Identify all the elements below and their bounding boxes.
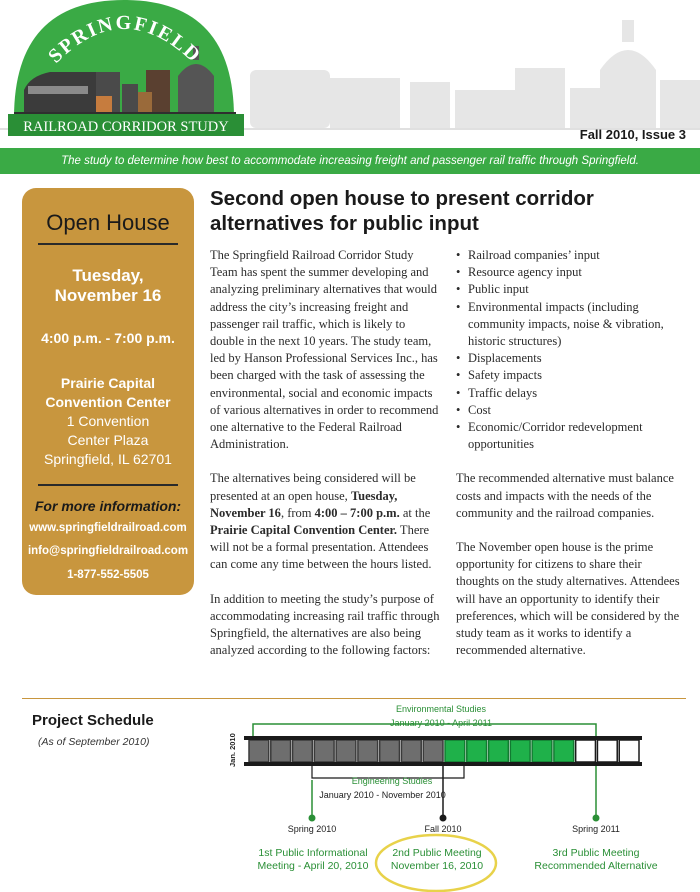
schedule-month-tie bbox=[336, 740, 356, 762]
article-headline: Second open house to present corridor alternatives for public input bbox=[210, 187, 594, 235]
tagline-text: The study to determine how best to accommodate increasing freight and passenger rail traffic through Springfield. bbox=[61, 155, 639, 167]
paragraph: The alternatives being considered will be presented at an open house, Tuesday, November 16, from 4:00 – 7:00 p.m. at the Prairie Capital Convention Center. There will not be a formal presentation. Attendees can come any time between the hours listed. bbox=[210, 471, 432, 572]
list-item: • Displacements bbox=[456, 350, 684, 367]
phone-number: 1-877-552-5505 bbox=[67, 569, 149, 581]
milestone-label: 1st Public Informational Meeting - April 20, 2010 bbox=[257, 847, 369, 872]
open-house-sidebar bbox=[22, 188, 194, 595]
logo-subtitle: RAILROAD CORRIDOR STUDY bbox=[23, 119, 229, 135]
sidebar-divider bbox=[38, 484, 178, 486]
milestone-season: Spring 2011 bbox=[572, 824, 620, 834]
schedule-month-tie bbox=[249, 740, 269, 762]
list-item: • Economic/Corridor redevelopment opportunities bbox=[456, 419, 684, 453]
schedule-title: Project Schedule bbox=[32, 712, 154, 729]
schedule-month-tie bbox=[380, 740, 400, 762]
schedule-month-tie bbox=[271, 740, 291, 762]
schedule-month-tie bbox=[554, 740, 574, 762]
list-item: • Resource agency input bbox=[456, 264, 684, 281]
schedule-month-tie bbox=[401, 740, 421, 762]
milestone-label: 3rd Public Meeting Recommended Alternative bbox=[534, 847, 658, 872]
factors-list bbox=[456, 247, 684, 453]
masthead-illustration bbox=[0, 0, 700, 148]
schedule-month-tie bbox=[510, 740, 530, 762]
schedule-month-tie bbox=[445, 740, 465, 762]
env-studies-range: January 2010 - April 2011 bbox=[390, 718, 492, 728]
faded-skyline-graphic bbox=[250, 20, 700, 128]
schedule-month-tie bbox=[489, 740, 509, 762]
article-column-right bbox=[456, 247, 684, 676]
milestone-label: 2nd Public Meeting November 16, 2010 bbox=[390, 847, 484, 872]
list-item: • Cost bbox=[456, 402, 684, 419]
schedule-month-tie bbox=[358, 740, 378, 762]
schedule-month-tie bbox=[597, 740, 617, 762]
masthead bbox=[0, 0, 700, 148]
milestone-season: Spring 2010 bbox=[287, 824, 337, 834]
paragraph: The Springfield Railroad Corridor Study Team has spent the summer developing and analyzing preliminary alternatives that would address the city’s increasing freight and passenger rail traffic, which is likely to double in the next 10 years. The study team, led by Hanson Professional Services Inc., has been charged with the task of assessing the environmental, social and economic impacts of various alternatives in order to recommend one alternative to the Federal Railroad Administration. bbox=[210, 248, 439, 452]
list-item: • Public input bbox=[456, 281, 684, 298]
section-divider bbox=[22, 698, 686, 699]
issue-label: Fall 2010, Issue 3 bbox=[579, 127, 686, 142]
schedule-month-tie bbox=[532, 740, 552, 762]
event-date: Tuesday, November 16 bbox=[54, 266, 162, 305]
list-item: • Railroad companies’ input bbox=[456, 247, 684, 264]
schedule-month-tie bbox=[314, 740, 334, 762]
article-column-left bbox=[210, 247, 442, 676]
list-item: • Traffic delays bbox=[456, 385, 684, 402]
timeline-start-label: Jan. 2010 bbox=[228, 733, 237, 767]
schedule-month-tie bbox=[467, 740, 487, 762]
eng-studies-title: Engineering Studies bbox=[351, 776, 433, 786]
email-link[interactable]: info@springfieldrailroad.com bbox=[27, 545, 189, 557]
milestone-season: Fall 2010 bbox=[424, 824, 462, 834]
sidebar-divider bbox=[38, 243, 178, 245]
schedule-month-tie bbox=[619, 740, 639, 762]
website-link[interactable]: www.springfieldrailroad.com bbox=[29, 522, 187, 534]
tagline-bar bbox=[0, 148, 700, 174]
paragraph: The recommended alternative must balance costs and impacts with the needs of the community and the railroad companies. bbox=[456, 471, 674, 520]
schedule-month-tie bbox=[576, 740, 596, 762]
event-venue: Prairie Capital Convention Center bbox=[45, 375, 171, 410]
schedule-month-tie bbox=[293, 740, 313, 762]
schedule-subtitle: (As of September 2010) bbox=[38, 736, 150, 748]
paragraph: In addition to meeting the study’s purpose of accommodating increasing rail traffic through Springfield, the alternatives are also being analyzed according to the following factors: bbox=[210, 591, 440, 658]
list-item: • Environmental impacts (including community impacts, noise & vibration, historic structures) bbox=[456, 299, 684, 351]
env-studies-title: Environmental Studies bbox=[395, 704, 487, 714]
more-info-heading: For more information: bbox=[34, 498, 182, 514]
logo-title: SPRINGFIELD bbox=[44, 11, 206, 68]
sidebar-title: Open House bbox=[46, 210, 170, 235]
event-time: 4:00 p.m. - 7:00 p.m. bbox=[41, 330, 175, 346]
event-address: 1 Convention Center Plaza Springfield, IL 62701 bbox=[44, 413, 172, 467]
list-item: • Safety impacts bbox=[456, 367, 684, 384]
schedule-month-tie bbox=[423, 740, 443, 762]
eng-studies-range: January 2010 - November 2010 bbox=[319, 790, 446, 800]
paragraph: The November open house is the prime opportunity for citizens to share their thoughts on the study alternatives. Attendees will have an opportunity to identify their preferences, which will be considered by the study team as it works to identify a recommended alternative. bbox=[456, 540, 680, 658]
